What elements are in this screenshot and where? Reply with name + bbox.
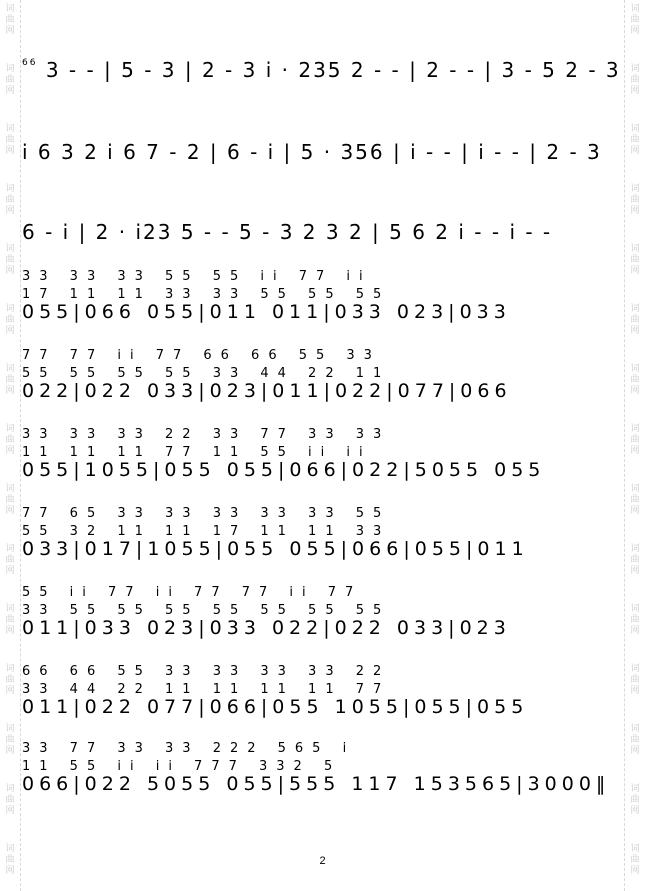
watermark-text: 词 曲 网 xyxy=(630,304,640,336)
part-mid-line-6: 33 44 22 11 11 11 11 77 xyxy=(22,682,391,697)
part-top-line-7: 33 77 33 33 222 565 i xyxy=(22,741,356,756)
melody-line-3 xyxy=(22,220,622,244)
part-top-line-1: 33 33 33 55 55 ii 77 ii xyxy=(22,269,372,284)
melody-line-1 xyxy=(22,58,622,82)
watermark-text: 词 曲 网 xyxy=(630,844,640,876)
part-top-line-2: 77 77 ii 77 66 66 55 33 xyxy=(22,348,381,363)
watermark-text: 词 曲 网 xyxy=(5,364,15,396)
part-mid-line-7: 11 55 ii ii 777 332 5 xyxy=(22,759,342,774)
part-mid-line-5: 33 55 55 55 55 55 55 55 xyxy=(22,603,391,618)
watermark-text: 词 曲 网 xyxy=(5,244,15,276)
notation-text: 6 - i | 2 · i23 5 - - 5 - 3 2 3 2 | 5 6 2 i - - i - - xyxy=(22,220,553,244)
left-watermark-strip xyxy=(0,0,21,891)
measure-number: 66 xyxy=(22,58,38,68)
watermark-text: 词 曲 网 xyxy=(630,484,640,516)
watermark-text: 词 曲 网 xyxy=(5,304,15,336)
part-low-line-7: 066|022 5055 055|555 117 153565|3000‖ xyxy=(22,773,611,795)
watermark-text: 词 曲 网 xyxy=(5,544,15,576)
watermark-text: 词 曲 网 xyxy=(5,784,15,816)
part-low-line-1: 055|066 055|011 011|033 023|033 xyxy=(22,301,511,323)
watermark-text: 词 曲 网 xyxy=(630,4,640,36)
part-mid-line-1: 17 11 11 33 33 55 55 55 xyxy=(22,287,391,302)
part-top-line-5: 55 ii 77 ii 77 77 ii 77 xyxy=(22,585,363,600)
part-low-line-4: 033|017|1055|055 055|066|055|011 xyxy=(22,538,529,560)
watermark-text: 词 曲 网 xyxy=(5,424,15,456)
watermark-text: 词 曲 网 xyxy=(5,844,15,876)
page-number: 2 xyxy=(319,855,326,867)
score-body xyxy=(22,0,622,891)
part-top-line-4: 77 65 33 33 33 33 33 55 xyxy=(22,506,391,521)
right-watermark-strip xyxy=(624,0,645,891)
watermark-text: 词 曲 网 xyxy=(5,664,15,696)
part-low-line-5: 011|033 023|033 022|022 033|023 xyxy=(22,617,511,639)
watermark-text: 词 曲 网 xyxy=(630,724,640,756)
watermark-text: 词 曲 网 xyxy=(630,124,640,156)
watermark-text: 词 曲 网 xyxy=(630,364,640,396)
watermark-text: 词 曲 网 xyxy=(630,244,640,276)
watermark-text: 词 曲 网 xyxy=(630,424,640,456)
part-top-line-3: 33 33 33 22 33 77 33 33 xyxy=(22,427,391,442)
watermark-text: 词 曲 网 xyxy=(5,184,15,216)
watermark-text: 词 曲 网 xyxy=(630,64,640,96)
watermark-text: 词 曲 网 xyxy=(630,544,640,576)
watermark-text: 词 曲 网 xyxy=(5,4,15,36)
part-mid-line-3: 11 11 11 77 11 55 ii ii xyxy=(22,445,372,460)
notation-text: 3 - - | 5 - 3 | 2 - 3 i · 235 2 - - | 2 - - | 3 - 5 2 - 3 xyxy=(45,58,621,82)
part-mid-line-2: 55 55 55 55 33 44 22 11 xyxy=(22,366,391,381)
watermark-text: 词 曲 网 xyxy=(630,604,640,636)
watermark-text: 词 曲 网 xyxy=(630,664,640,696)
part-top-line-6: 66 66 55 33 33 33 33 22 xyxy=(22,664,391,679)
watermark-text: 词 曲 网 xyxy=(5,604,15,636)
watermark-text: 词 曲 网 xyxy=(5,724,15,756)
watermark-text: 词 曲 网 xyxy=(630,784,640,816)
part-mid-line-4: 55 32 11 11 17 11 11 33 xyxy=(22,524,391,539)
part-low-line-3: 055|1055|055 055|066|022|5055 055 xyxy=(22,459,546,481)
watermark-text: 词 曲 网 xyxy=(630,184,640,216)
part-low-line-6: 011|022 077|066|055 1055|055|055 xyxy=(22,696,529,718)
notation-text: i 6 3 2 i 6 7 - 2 | 6 - i | 5 · 356 | i - - | i - - | 2 - 3 xyxy=(22,140,602,164)
part-low-line-2: 022|022 033|023|011|022|077|066 xyxy=(22,380,512,402)
melody-line-2 xyxy=(22,140,622,164)
watermark-text: 词 曲 网 xyxy=(5,64,15,96)
watermark-text: 词 曲 网 xyxy=(5,124,15,156)
watermark-text: 词 曲 网 xyxy=(5,484,15,516)
